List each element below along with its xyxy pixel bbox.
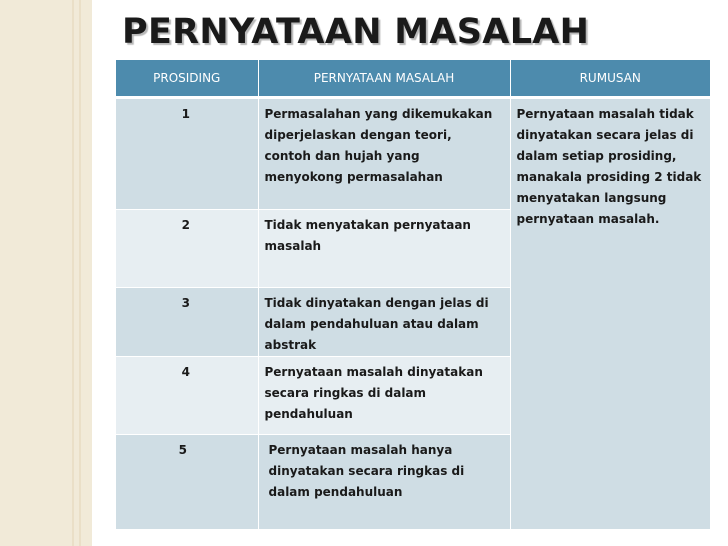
rumusan-cell: Pernyataan masalah tidak dinyatakan secara jelas di dalam setiap prosiding, manakala prosiding 2 tidak menyatakan langsung pernyataan masalah. — [510, 98, 710, 530]
prosiding-number: 1 — [116, 98, 258, 210]
prosiding-number: 3 — [116, 288, 258, 357]
slide-title: PERNYATAAN MASALAH — [122, 12, 590, 52]
header-prosiding: PROSIDING — [116, 60, 258, 98]
pernyataan-cell: Tidak dinyatakan dengan jelas di dalam pendahuluan atau dalam abstrak — [258, 288, 510, 357]
header-pernyataan-masalah: PERNYATAAN MASALAH — [258, 60, 510, 98]
header-rumusan: RUMUSAN — [510, 60, 710, 98]
pernyataan-cell: Permasalahan yang dikemukakan diperjelaskan dengan teori, contoh dan hujah yang menyokong permasalahan — [258, 98, 510, 210]
decorative-band-line — [72, 0, 74, 546]
prosiding-number: 4 — [116, 357, 258, 435]
prosiding-number: 5 — [116, 435, 258, 530]
prosiding-number: 2 — [116, 210, 258, 288]
table-header-row — [116, 60, 710, 98]
problem-statement-table — [116, 60, 711, 530]
decorative-band-line — [79, 0, 81, 546]
pernyataan-cell: Pernyataan masalah hanya dinyatakan secara ringkas di dalam pendahuluan — [258, 435, 510, 530]
pernyataan-cell: Tidak menyatakan pernyataan masalah — [258, 210, 510, 288]
pernyataan-cell: Pernyataan masalah dinyatakan secara ringkas di dalam pendahuluan — [258, 357, 510, 435]
table-row — [116, 98, 710, 210]
